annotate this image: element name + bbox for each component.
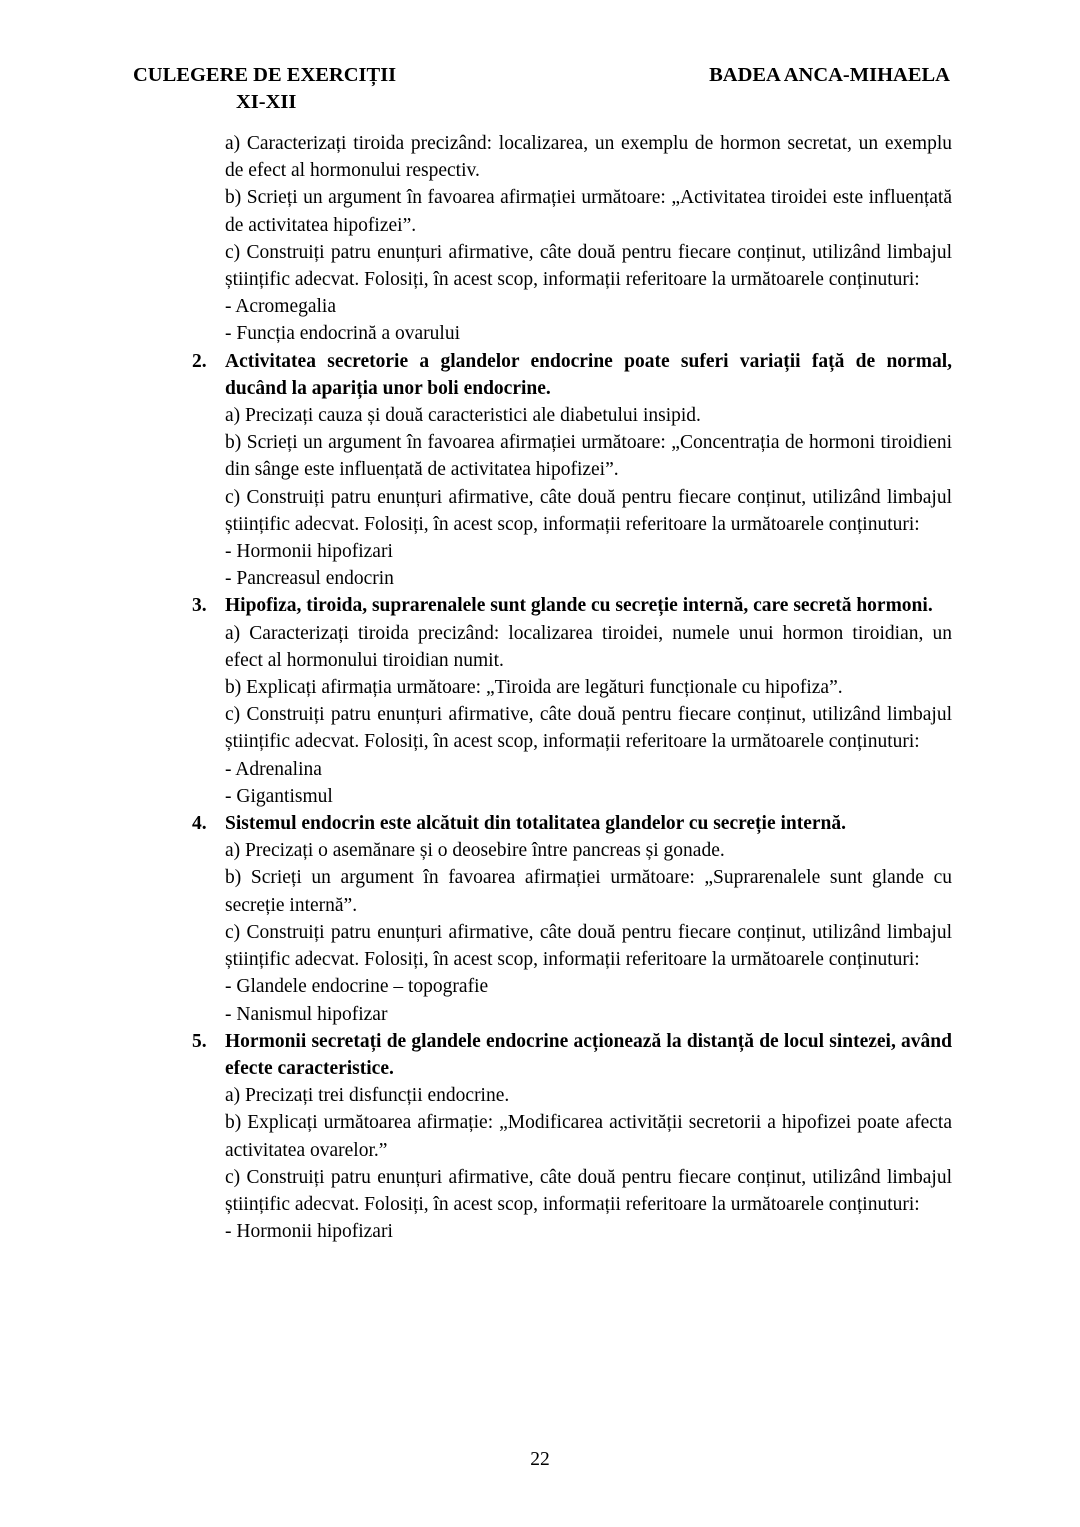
header-title: CULEGERE DE EXERCIȚII	[133, 64, 397, 86]
bullet-item: - Gigantismul	[225, 785, 333, 807]
bullet-item: - Funcția endocrină a ovarului	[225, 323, 460, 345]
item-number: 3.	[192, 595, 207, 617]
bullet-item: - Pancreasul endocrin	[225, 568, 394, 590]
item-number: 4.	[192, 813, 207, 835]
task-a: a) Caracterizați tiroida precizând: localizarea, un exemplu de hormon secretat, un exemplu de efect al hormonului respectiv.	[225, 133, 952, 182]
page-number: 22	[530, 1449, 550, 1470]
document-body	[192, 130, 952, 1245]
bullet-item: - Glandele endocrine – topografie	[225, 976, 489, 998]
header-subtitle: XI-XII	[236, 91, 297, 113]
item-title: Hormonii secretați de glandele endocrine acționează la distanță de locul sintezei, având efecte caracteristice.	[225, 1030, 952, 1079]
bullet-item: - Acromegalia	[225, 296, 336, 318]
task-a: a) Precizați o asemănare și o deosebire între pancreas și gonade.	[225, 840, 725, 862]
exercise-item-3	[192, 592, 952, 810]
bullet-item: - Adrenalina	[225, 758, 322, 780]
task-a: a) Precizați cauza și două caracteristici ale diabetului insipid.	[225, 405, 701, 427]
exercise-item-4	[192, 810, 952, 1028]
exercise-item-5	[192, 1028, 952, 1246]
task-b: b) Explicați următoarea afirmație: „Modificarea activității secretorii a hipofizei poate afecta activitatea ovarelor.”	[225, 1112, 952, 1161]
bullet-item: - Nanismul hipofizar	[225, 1003, 388, 1025]
task-b: b) Scrieți un argument în favoarea afirmației următoare: „Suprarenalele sunt glande cu secreție internă”.	[225, 867, 952, 916]
item-number: 5.	[192, 1030, 207, 1052]
bullet-item: - Hormonii hipofizari	[225, 1221, 393, 1243]
item-title: Sistemul endocrin este alcătuit din totalitatea glandelor cu secreție internă.	[225, 813, 847, 835]
task-a: a) Precizați trei disfuncții endocrine.	[225, 1085, 510, 1107]
task-c: c) Construiți patru enunțuri afirmative, câte două pentru fiecare conținut, utilizând limbajul științific adecvat. Folosiți, în acest scop, informații referitoare la următoarele conținuturi:	[225, 241, 952, 291]
header-author: BADEA ANCA-MIHAELA	[709, 64, 950, 86]
exercise-item-2	[192, 348, 952, 593]
bullet-item: - Hormonii hipofizari	[225, 541, 393, 563]
task-c: c) Construiți patru enunțuri afirmative, câte două pentru fiecare conținut, utilizând limbajul științific adecvat. Folosiți, în acest scop, informații referitoare la următoarele conținuturi:	[225, 486, 952, 535]
item-number: 2.	[192, 350, 207, 372]
task-c: c) Construiți patru enunțuri afirmative, câte două pentru fiecare conținut, utilizând limbajul științific adecvat. Folosiți, în acest scop, informații referitoare la următoarele conținuturi:	[225, 921, 952, 971]
task-b: b) Scrieți un argument în favoarea afirmației următoare: „Concentrația de hormoni tiroidieni din sânge este influențată de activitatea hipofizei”.	[225, 432, 952, 481]
exercise-item-1-continuation	[225, 130, 952, 348]
task-c: c) Construiți patru enunțuri afirmative, câte două pentru fiecare conținut, utilizând limbajul științific adecvat. Folosiți, în acest scop, informații referitoare la următoarele conținuturi:	[225, 1166, 952, 1215]
page-footer	[0, 1449, 1080, 1471]
page-header	[133, 62, 950, 116]
item-title: Hipofiza, tiroida, suprarenalele sunt glande cu secreție internă, care secretă hormoni.	[225, 595, 933, 617]
task-b: b) Explicați afirmația următoare: „Tiroida are legături funcționale cu hipofiza”.	[225, 677, 843, 699]
task-b: b) Scrieți un argument în favoarea afirmației următoare: „Activitatea tiroidei este influențată de activitatea hipofizei”.	[225, 187, 952, 236]
task-c: c) Construiți patru enunțuri afirmative, câte două pentru fiecare conținut, utilizând limbajul științific adecvat. Folosiți, în acest scop, informații referitoare la următoarele conținuturi:	[225, 704, 952, 753]
task-a: a) Caracterizați tiroida precizând: localizarea tiroidei, numele unui hormon tiroidian, un efect al hormonului tiroidian numit.	[225, 622, 952, 671]
item-title: Activitatea secretorie a glandelor endocrine poate suferi variații față de normal, ducând la apariția unor boli endocrine.	[225, 350, 952, 399]
header-left	[133, 62, 396, 116]
